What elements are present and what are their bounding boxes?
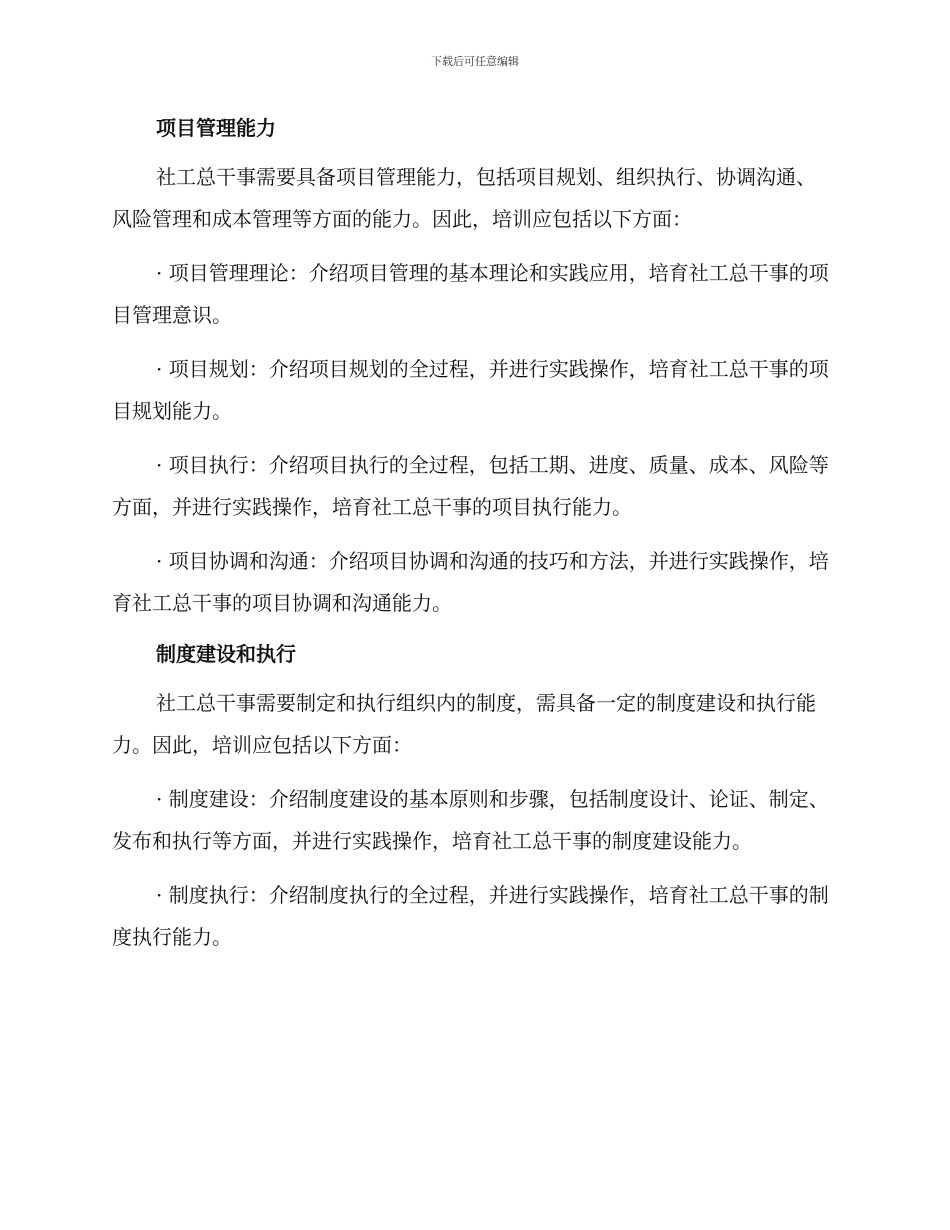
- section-system-building: [112, 636, 834, 958]
- document-body: [112, 110, 834, 970]
- intro-paragraph: 社工总干事需要具备项目管理能力，包括项目规划、组织执行、协调沟通、风险管理和成本管理等方面的能力。因此，培训应包括以下方面：: [112, 165, 816, 231]
- section-heading: 项目管理能力: [156, 116, 276, 140]
- bullet-item: · 制度建设：介绍制度建设的基本原则和步骤，包括制度设计、论证、制定、发布和执行等方面，并进行实践操作，培育社工总干事的制度建设能力。: [112, 787, 829, 853]
- section-project-management: [112, 110, 834, 624]
- section-heading: 制度建设和执行: [156, 642, 296, 666]
- page-header: 下载后可任意编辑: [431, 55, 519, 68]
- bullet-item: · 项目规划：介绍项目规划的全过程，并进行实践操作，培育社工总干事的项目规划能力。: [112, 357, 829, 423]
- intro-paragraph: 社工总干事需要制定和执行组织内的制度，需具备一定的制度建设和执行能力。因此，培训应包括以下方面：: [112, 691, 816, 757]
- bullet-item: · 项目执行：介绍项目执行的全过程，包括工期、进度、质量、成本、风险等方面，并进行实践操作，培育社工总干事的项目执行能力。: [112, 453, 829, 519]
- bullet-item: · 项目管理理论：介绍项目管理的基本理论和实践应用，培育社工总干事的项目管理意识。: [112, 261, 829, 327]
- bullet-item: · 制度执行：介绍制度执行的全过程，并进行实践操作，培育社工总干事的制度执行能力。: [112, 883, 829, 949]
- bullet-item: · 项目协调和沟通：介绍项目协调和沟通的技巧和方法，并进行实践操作，培育社工总干事的项目协调和沟通能力。: [112, 549, 829, 615]
